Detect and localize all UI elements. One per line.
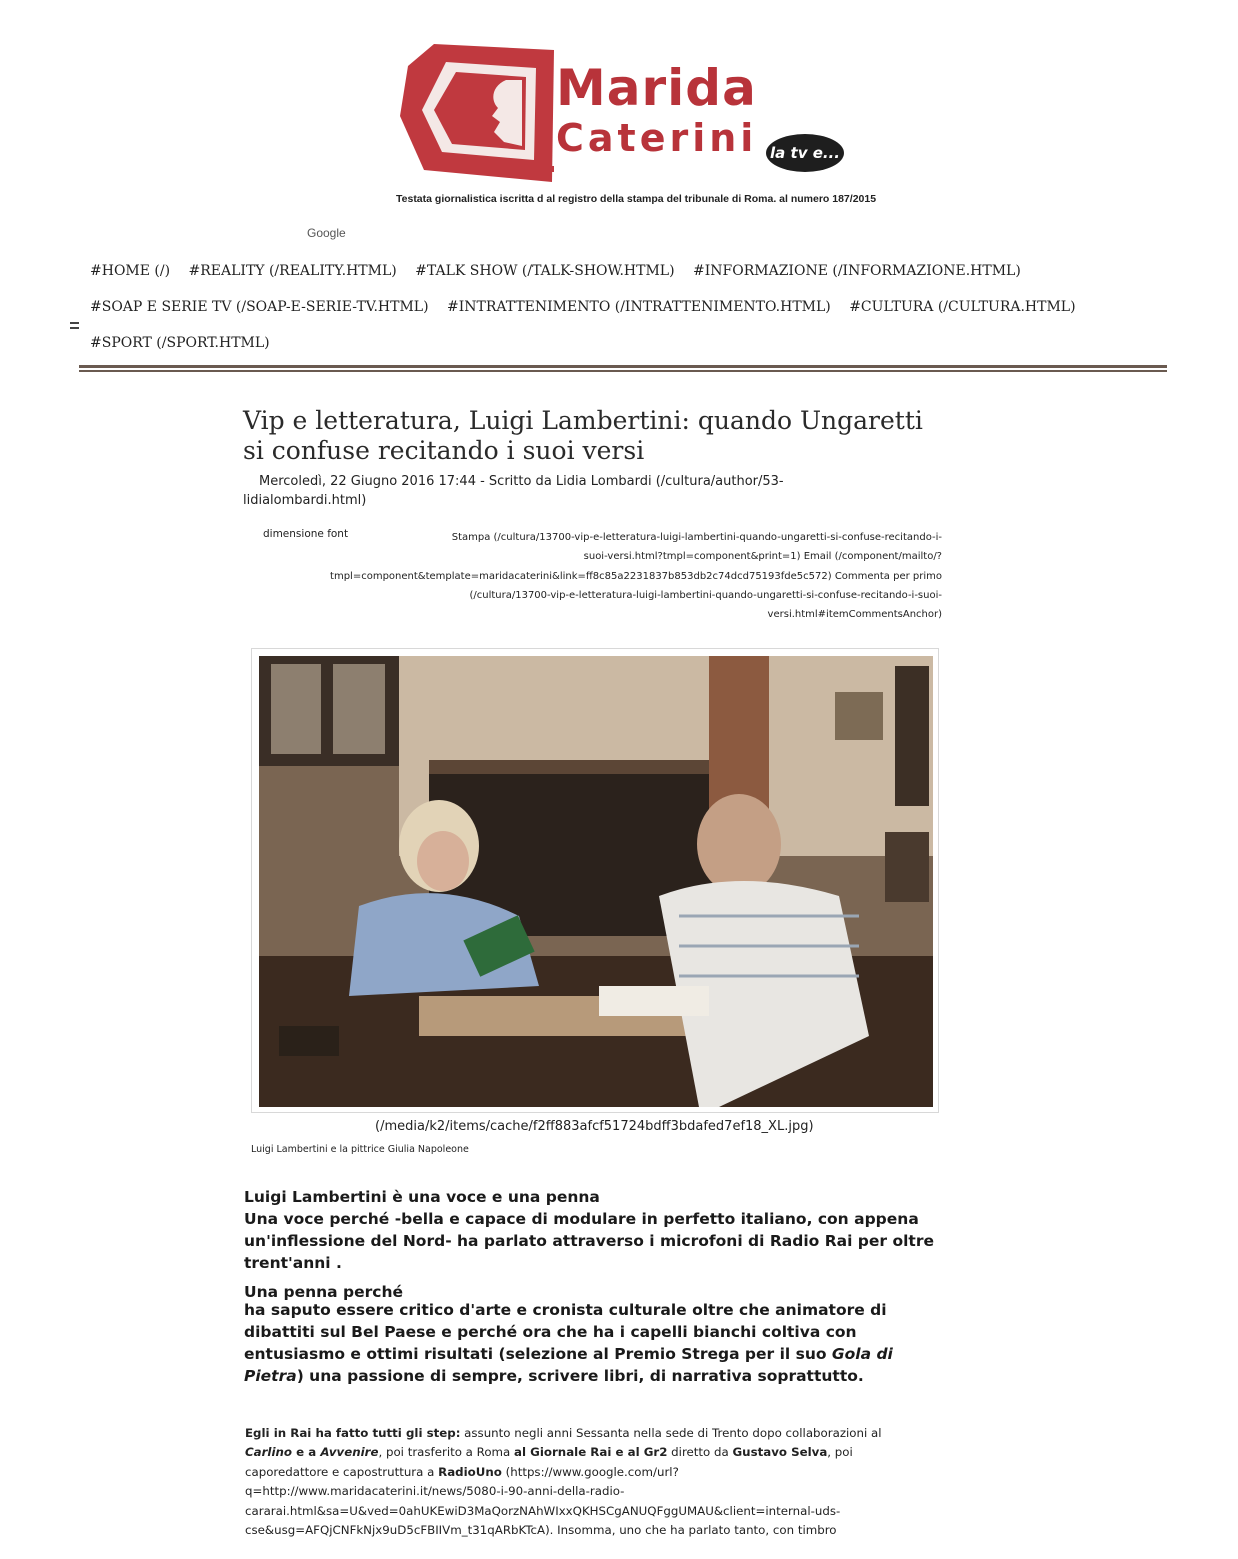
body-paragraph bbox=[245, 1424, 910, 1540]
bold-text: al Giornale Rai e al Gr2 bbox=[514, 1445, 668, 1460]
photo-caption: Luigi Lambertini e la pittrice Giulia Napoleone bbox=[251, 1144, 469, 1155]
article-title: Vip e letteratura, Luigi Lambertini: quando Ungaretti si confuse recitando i suoi versi bbox=[243, 406, 923, 465]
bold-text: RadioUno bbox=[438, 1464, 502, 1479]
font-size-tool[interactable]: dimensione font bbox=[263, 528, 349, 540]
print-link-cont[interactable]: suoi-versi.html?tmpl=component&print=1) Email (/component/mailto/? bbox=[583, 551, 942, 563]
body-text: assunto negli anni Sessanta nella sede di Trento dopo collaborazioni al bbox=[460, 1426, 882, 1440]
photo-link[interactable]: (/media/k2/items/cache/f2ff883afcf51724bdff3bdafed7ef18_XL.jpg) bbox=[375, 1119, 814, 1134]
nav-row bbox=[90, 263, 1035, 279]
google-search-label[interactable]: Google bbox=[307, 226, 346, 240]
nav-link-reality[interactable]: #REALITY (/REALITY.HTML) bbox=[188, 263, 397, 279]
comment-link[interactable]: (/cultura/13700-vip-e-letteratura-luigi-lambertini-quando-ungaretti-si-confuse-recitando-i-suoi- bbox=[469, 589, 942, 601]
article-tools bbox=[270, 528, 942, 624]
email-link[interactable]: tmpl=component&template=maridacaterini&link=ff8c85a2231837b853db2c74dcd75193fde5c572) Commenta per primo bbox=[330, 570, 942, 582]
lead-text: ) una passione di sempre, scrivere libri, di narrativa soprattutto. bbox=[296, 1367, 864, 1385]
article-meta: Mercoledì, 22 Giugno 2016 17:44 - Scritto da Lidia Lombardi (/cultura/author/53-lidialombardi.html) bbox=[243, 474, 784, 508]
lead-heading: Una penna perché bbox=[244, 1283, 403, 1301]
nav-row bbox=[90, 335, 284, 351]
body-text: diretto da bbox=[667, 1445, 733, 1460]
nav-link-sport[interactable]: #SPORT (/SPORT.HTML) bbox=[90, 335, 270, 351]
hamburger-menu-icon[interactable] bbox=[70, 322, 79, 329]
book-title: Gola di Pietra bbox=[244, 1345, 893, 1385]
publication-name: Avvenire bbox=[320, 1445, 379, 1460]
article-photo[interactable] bbox=[259, 656, 933, 1107]
logo-wordmark-line1: Marida bbox=[556, 59, 757, 117]
publication-name: Carlino bbox=[245, 1445, 293, 1460]
logo-wordmark-line2: Caterini bbox=[556, 116, 758, 160]
nav-link-cultura[interactable]: #CULTURA (/CULTURA.HTML) bbox=[849, 299, 1076, 315]
nav-row bbox=[90, 299, 1090, 315]
bold-text: e a bbox=[292, 1445, 321, 1460]
bold-text: Egli in Rai ha fatto tutti gli step: bbox=[245, 1426, 461, 1440]
logo-tagline-bubble: la tv e... bbox=[766, 134, 844, 172]
lead-text: ha saputo essere critico d'arte e cronista culturale oltre che animatore di dibattiti sul Bel Paese e perché ora che ha i capelli bianchi coltiva con entusiasmo e ottimi risultati (selezione al Premio Strega per il suo bbox=[244, 1301, 887, 1363]
tv-logo-icon bbox=[400, 44, 554, 182]
lead-heading: Luigi Lambertini è una voce e una penna bbox=[244, 1188, 600, 1206]
bold-text: Gustavo Selva bbox=[732, 1445, 828, 1460]
nav-divider bbox=[79, 370, 1167, 372]
comment-link-cont[interactable]: versi.html#itemCommentsAnchor) bbox=[767, 609, 942, 621]
body-text: , poi trasferito a Roma bbox=[378, 1445, 515, 1460]
print-link[interactable]: Stampa (/cultura/13700-vip-e-letteratura-luigi-lambertini-quando-ungaretti-si-confuse-recitando-i- bbox=[451, 532, 942, 543]
body-link-text[interactable]: (https://www.google.com/url?q=http://www.maridacaterini.it/news/5080-i-90-anni-della-radio-cararai.html&sa=U&ved=0ahUKEwiD3MaQorzNAhWIxxQKHSCgANUQFggUMAU&client=internal-uds-cse&usg=AFQjCNFkNjx9uD5cFBIIVm_t31qARbKTcA). Insomma, uno che ha parlato tanto, con timbro bbox=[245, 1464, 841, 1538]
lead-paragraph bbox=[244, 1299, 954, 1387]
nav-link-home[interactable]: #HOME (/) bbox=[90, 263, 171, 279]
nav-link-intrattenimento[interactable]: #INTRATTENIMENTO (/INTRATTENIMENTO.HTML) bbox=[447, 299, 831, 315]
lead-paragraph: Una voce perché -bella e capace di modulare in perfetto italiano, con appena un'inflessione del Nord- ha parlato attraverso i microfoni di Radio Rai per oltre trent'anni . bbox=[244, 1210, 934, 1272]
body-text: , poi caporedattore e capostruttura a bbox=[245, 1445, 853, 1479]
nav-link-informazione[interactable]: #INFORMAZIONE (/INFORMAZIONE.HTML) bbox=[693, 263, 1021, 279]
masthead-registration: Testata giornalistica iscritta d al registro della stampa del tribunale di Roma. al numero 187/2015 bbox=[396, 193, 877, 205]
nav-link-talk-show[interactable]: #TALK SHOW (/TALK-SHOW.HTML) bbox=[415, 263, 675, 279]
nav-link-soap-serie-tv[interactable]: #SOAP E SERIE TV (/SOAP-E-SERIE-TV.HTML) bbox=[90, 299, 429, 315]
nav-divider bbox=[79, 365, 1167, 368]
